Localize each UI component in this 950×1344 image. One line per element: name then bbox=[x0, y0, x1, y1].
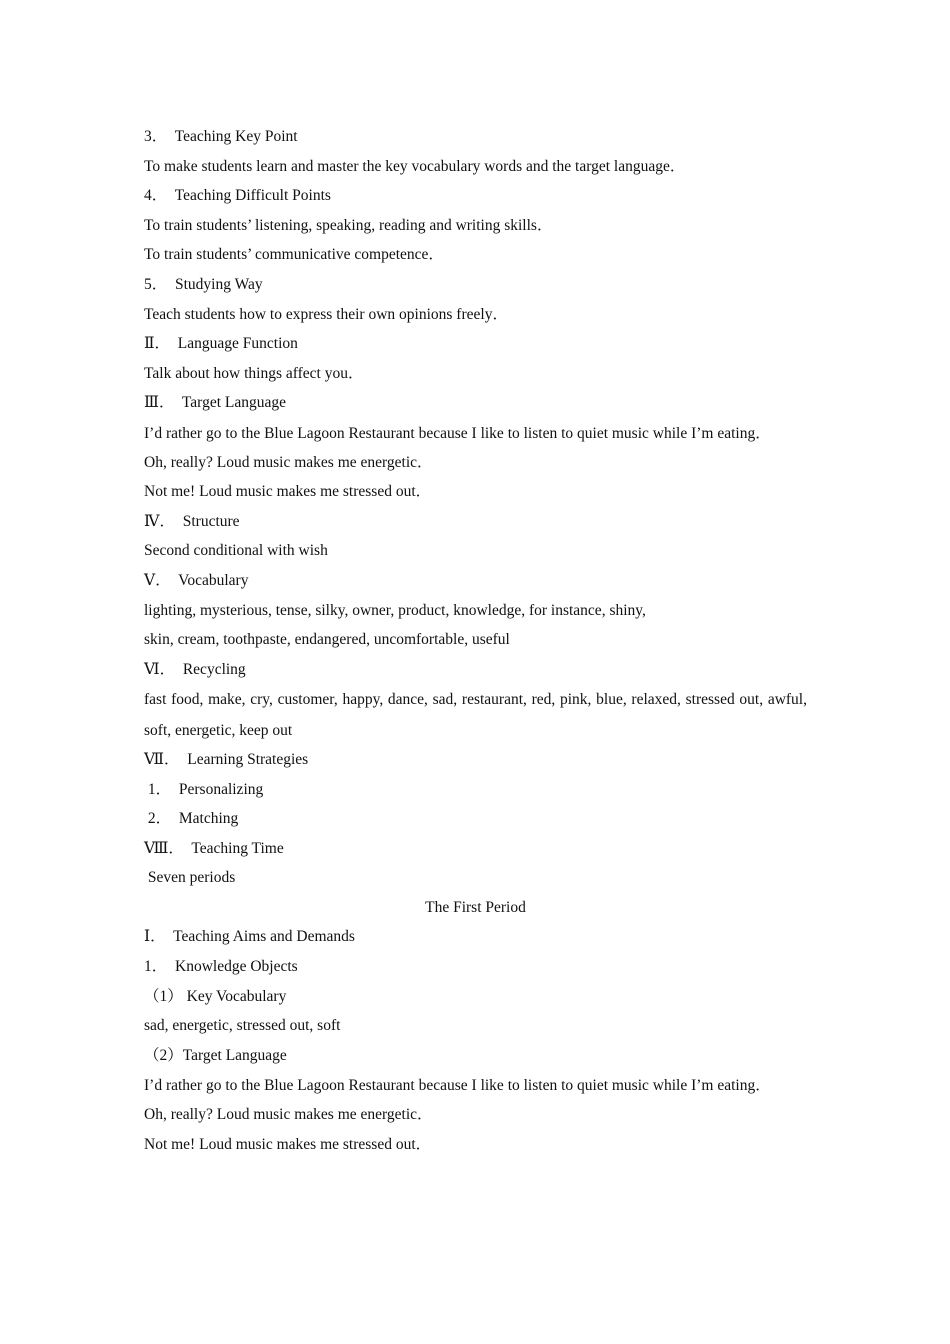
heading-language-function: Ⅱ． Language Function bbox=[144, 335, 298, 353]
heading-learning-strategies: Ⅶ． Learning Strategies bbox=[144, 750, 309, 768]
text-structure: Second conditional with wish bbox=[144, 542, 328, 560]
section-title-first-period: The First Period bbox=[425, 898, 526, 916]
list-item-matching: 2． Matching bbox=[144, 810, 239, 828]
heading-teaching-time: Ⅷ． Teaching Time bbox=[144, 839, 284, 857]
heading-recycling: Ⅵ． Recycling bbox=[144, 660, 246, 678]
subheading-key-vocabulary: （1） Key Vocabulary bbox=[144, 987, 287, 1005]
heading-target-language: Ⅲ． Target Language bbox=[144, 394, 286, 412]
text-studying-way: Teach students how to express their own opinions freely． bbox=[144, 305, 508, 323]
text-target-language-1: I’d rather go to the Blue Lagoon Restaurant because I like to listen to quiet music while I’m eating． bbox=[144, 424, 771, 442]
text-period-target-language-1: I’d rather go to the Blue Lagoon Restaurant because I like to listen to quiet music while I’m eating． bbox=[144, 1077, 771, 1095]
text-target-language-3: Not me! Loud music makes me stressed out． bbox=[144, 483, 432, 501]
heading-teaching-difficult-points: 4． Teaching Difficult Points bbox=[144, 187, 331, 205]
list-item-personalizing: 1． Personalizing bbox=[144, 780, 264, 798]
text-recycling: fast food, make, cry, customer, happy, dance, sad, restaurant, red, pink, blue, relaxed, stressed out, awful, soft, energetic, keep out bbox=[144, 691, 807, 740]
text-target-language-2: Oh, really? Loud music makes me energetic． bbox=[144, 453, 433, 471]
heading-vocabulary: Ⅴ． Vocabulary bbox=[144, 571, 249, 589]
document-body bbox=[144, 122, 807, 1159]
text-difficult-point-1: To train students’ listening, speaking, reading and writing skills． bbox=[144, 216, 553, 234]
heading-knowledge-objects: 1． Knowledge Objects bbox=[144, 958, 298, 976]
heading-teaching-aims: Ⅰ． Teaching Aims and Demands bbox=[144, 928, 355, 946]
text-key-point: To make students learn and master the key vocabulary words and the target language． bbox=[144, 157, 686, 175]
text-period-target-language-3: Not me! Loud music makes me stressed out． bbox=[144, 1135, 432, 1153]
subheading-target-language: （2）Target Language bbox=[144, 1046, 287, 1064]
text-teaching-time: Seven periods bbox=[144, 869, 236, 887]
text-period-target-language-2: Oh, really? Loud music makes me energetic． bbox=[144, 1106, 433, 1124]
heading-studying-way: 5． Studying Way bbox=[144, 275, 263, 293]
heading-teaching-key-point: 3． Teaching Key Point bbox=[144, 128, 298, 145]
text-vocabulary-2: skin, cream, toothpaste, endangered, uncomfortable, useful bbox=[144, 631, 510, 649]
text-difficult-point-2: To train students’ communicative competence． bbox=[144, 246, 444, 264]
heading-structure: Ⅳ． Structure bbox=[144, 512, 240, 530]
text-key-vocabulary: sad, energetic, stressed out, soft bbox=[144, 1017, 341, 1035]
text-vocabulary-1: lighting, mysterious, tense, silky, owner, product, knowledge, for instance, shiny, bbox=[144, 601, 646, 619]
text-language-function: Talk about how things affect you． bbox=[144, 364, 364, 382]
